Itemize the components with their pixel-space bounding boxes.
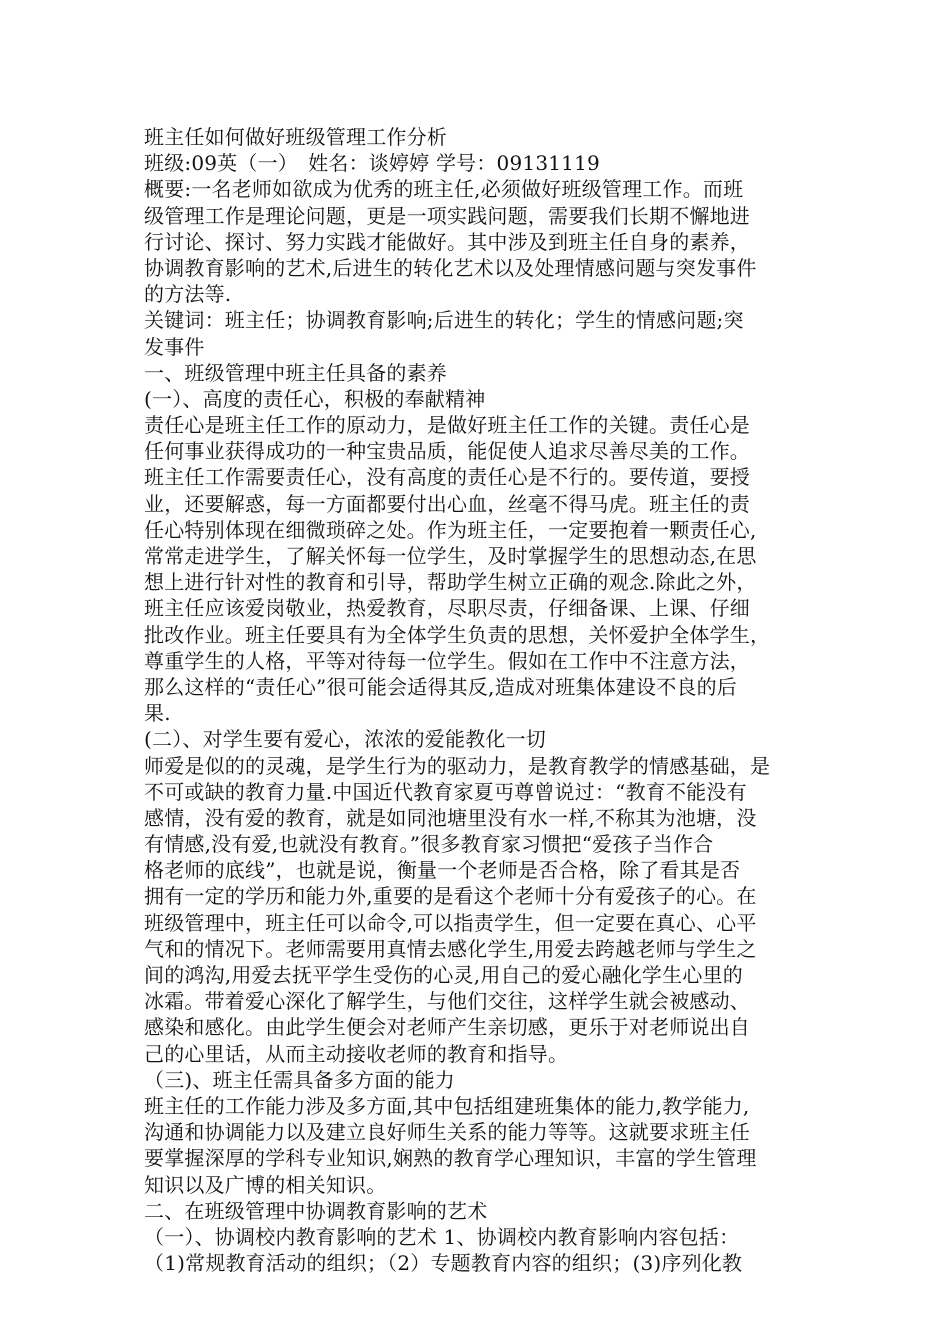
body-line: 气和的情况下。老师需要用真情去感化学生,用爱去跨越老师与学生之	[144, 936, 757, 961]
body-line: 沟通和协调能力以及建立良好师生关系的能力等等。这就要求班主任	[144, 1120, 750, 1145]
body-line: 任心特别体现在细微琐碎之处。作为班主任，一定要抱着一颗责任心,	[144, 517, 757, 542]
abstract-line: 级管理工作是理论问题，更是一项实践问题，需要我们长期不懈地进	[144, 203, 750, 228]
body-line: 师爱是似的的灵魂，是学生行为的驱动力，是教育教学的情感基础，是	[144, 753, 771, 778]
abstract-line: 的方法等.	[144, 282, 232, 307]
body-line: 间的鸿沟,用爱去抚平学生受伤的心灵,用自己的爱心融化学生心里的	[144, 963, 743, 987]
body-line: （一）、协调校内教育影响的艺术 1、协调校内教育影响内容包括：	[144, 1224, 740, 1249]
body-line: 冰霜。带着爱心深化了解学生，与他们交往，这样学生就会被感动、	[144, 989, 750, 1014]
body-line: 格老师的底线”，也就是说，衡量一个老师是否合格，除了看其是否	[144, 858, 741, 883]
document-title: 班主任如何做好班级管理工作分析	[144, 125, 447, 149]
subsection-body-2	[144, 753, 806, 1067]
body-line: 那么这样的“责任心”很可能会适得其反,造成对班集体建设不良的后	[144, 674, 738, 699]
subsection-body-1	[144, 412, 806, 726]
body-line: 不可或缺的教育力量.中国近代教育家夏丏尊曾说过：“教育不能没有	[144, 779, 747, 804]
body-line: 己的心里话，从而主动接收老师的教育和指导。	[144, 1041, 569, 1066]
body-line: 常常走进学生，了解关怀每一位学生，及时掌握学生的思想动态,在思	[144, 544, 757, 568]
abstract-line: 概要:一名老师如欲成为优秀的班主任,必须做好班级管理工作。而班	[144, 177, 744, 202]
subsection-body-3	[144, 1093, 806, 1198]
abstract	[144, 176, 806, 307]
body-line: 感染和感化。由此学生便会对老师产生亲切感，更乐于对老师说出自	[144, 1015, 750, 1040]
body-line: 任何事业获得成功的一种宝贵品质，能促使人追求尽善尽美的工作。	[144, 439, 750, 464]
body-line: 感情，没有爱的教育，就是如同池塘里没有水一样,不称其为池塘，没	[144, 805, 757, 830]
abstract-line: 协调教育影响的艺术,后进生的转化艺术以及处理情感问题与突发事件	[144, 255, 757, 280]
body-line: 责任心是班主任工作的原动力，是做好班主任工作的关键。责任心是	[144, 413, 750, 438]
body-line: 班主任应该爱岗敬业，热爱教育，尽职尽责，仔细备课、上课、仔细	[144, 596, 750, 621]
subsection-heading-3: （三)、班主任需具备多方面的能力	[144, 1067, 456, 1092]
body-line: 拥有一定的学历和能力外,重要的是看这个老师十分有爱孩子的心。在	[144, 884, 757, 909]
body-line: 知识以及广博的相关知识。	[144, 1172, 387, 1197]
subsection-heading-2: (二）、对学生要有爱心，浓浓的爱能教化一切	[144, 727, 547, 752]
body-line: 班主任的工作能力涉及多方面,其中包括组建班集体的能力,教学能力,	[144, 1093, 750, 1118]
section-body-2	[144, 1224, 806, 1276]
body-line: 有情感,没有爱,也就没有教育。”很多教育家习惯把“爱孩子当作合	[144, 832, 714, 857]
document-page	[144, 124, 806, 1276]
abstract-line: 行讨论、探讨、努力实践才能做好。其中涉及到班主任自身的素养，	[144, 229, 750, 254]
body-line: 班主任工作需要责任心，没有高度的责任心是不行的。要传道，要授	[144, 465, 750, 490]
keywords-line: 关键词：班主任；协调教育影响;后进生的转化；学生的情感问题;突	[144, 308, 744, 333]
keywords-line: 发事件	[144, 334, 205, 359]
body-line: 业，还要解惑，每一方面都要付出心血，丝毫不得马虎。班主任的责	[144, 491, 750, 516]
student-info: 班级:09英（一） 姓名：谈婷婷 学号：09131119	[144, 151, 600, 176]
keywords	[144, 307, 806, 359]
body-line: 要掌握深厚的学科专业知识,娴熟的教育学心理知识，丰富的学生管理	[144, 1146, 757, 1171]
body-line: 班级管理中，班主任可以命令,可以指责学生，但一定要在真心、心平	[144, 910, 757, 935]
section-heading-2: 二、在班级管理中协调教育影响的艺术	[144, 1198, 488, 1223]
body-line: 果.	[144, 701, 171, 726]
section-heading-1: 一、班级管理中班主任具备的素养	[144, 360, 447, 385]
body-line: （1)常规教育活动的组织；（2）专题教育内容的组织；(3)序列化教	[144, 1251, 743, 1276]
body-line: 尊重学生的人格，平等对待每一位学生。假如在工作中不注意方法，	[144, 648, 750, 673]
subsection-heading-1: (一）、高度的责任心，积极的奉献精神	[144, 386, 486, 411]
body-line: 批改作业。班主任要具有为全体学生负责的思想，关怀爱护全体学生，	[144, 622, 771, 647]
body-line: 想上进行针对性的教育和引导，帮助学生树立正确的观念.除此之外，	[144, 570, 757, 595]
